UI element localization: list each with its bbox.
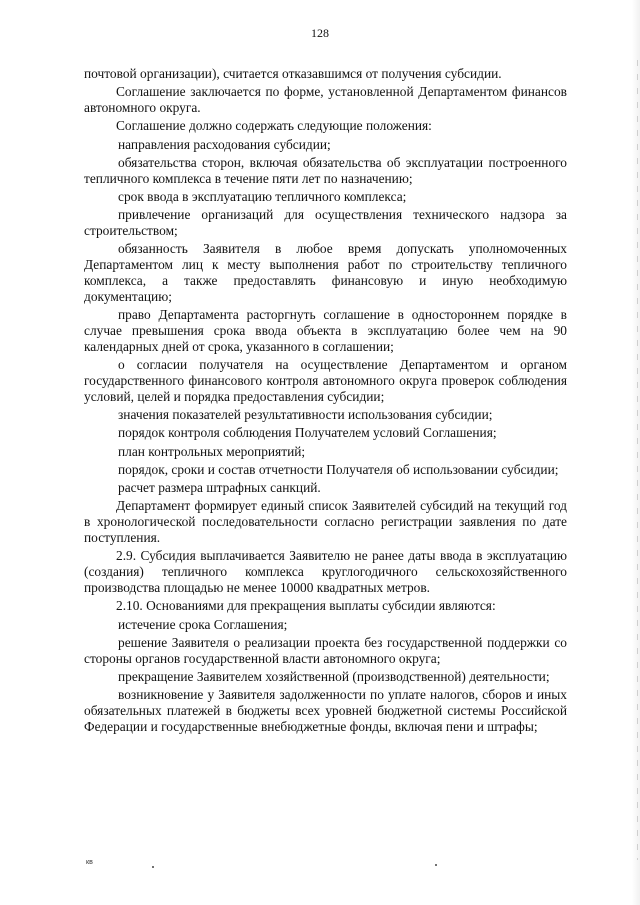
list-item: право Департамента расторгнуть соглашение в одностороннем порядке в случае превышения срока ввода объекта в эксплуатацию более чем на 90 календарных дней от срока, указанного в соглашении; [84, 307, 567, 354]
page-number: 128 [311, 26, 329, 40]
list-item: о согласии получателя на осуществление Департаментом и органом государственного финансового контроля автономного округа проверок соблюдения условий, целей и порядка предоставления субсидии; [84, 357, 567, 404]
list-item: план контрольных мероприятий; [118, 443, 306, 459]
paragraph: Соглашение должно содержать следующие положения: [116, 118, 432, 134]
list-item: привлечение организаций для осуществления технического надзора за строительством; [84, 207, 567, 239]
list-item: расчет размера штрафных санкций. [118, 480, 321, 496]
list-item: порядок, сроки и состав отчетности Получателя об использовании субсидии; [118, 461, 559, 477]
list-item: решение Заявителя о реализации проекта без государственной поддержки со стороны органов государственной власти автономного округа; [84, 634, 567, 666]
list-item: значения показателей результативности использования субсидии; [118, 406, 493, 422]
paragraph: почтовой организации), считается отказавшимся от получения субсидии. [84, 66, 502, 81]
list-item: возникновение у Заявителя задолженности по уплате налогов, сборов и иных обязательных платежей в бюджеты всех уровней бюджетной системы Российской Федерации и государственные внебюджетные фонды, включая пени и штрафы; [84, 687, 567, 734]
paragraph: 2.10. Основаниями для прекращения выплаты субсидии являются: [116, 598, 496, 614]
list-item: порядок контроля соблюдения Получателем условий Соглашения; [118, 425, 497, 441]
scan-edge [632, 0, 640, 905]
document-body [84, 66, 567, 737]
footer-mark: кв [86, 859, 93, 866]
scan-speck [152, 866, 154, 868]
scan-speck [435, 864, 437, 866]
paragraph: Соглашение заключается по форме, установленной Департаментом финансов автономного округа. [84, 84, 567, 116]
list-item: направления расходования субсидии; [118, 136, 331, 152]
list-item: истечение срока Соглашения; [118, 616, 288, 632]
paragraph: Департамент формирует единый список Заявителей субсидий на текущий год в хронологической последовательности согласно регистрации заявления по дате поступления. [84, 498, 567, 546]
list-item: обязательства сторон, включая обязательства об эксплуатации построенного тепличного комплекса в течение пяти лет по назначению; [84, 154, 567, 186]
list-item: срок ввода в эксплуатацию тепличного комплекса; [118, 189, 407, 205]
list-item: обязанность Заявителя в любое время допускать уполномоченных Департаментом лиц к месту выполнения работ по строительству тепличного комплекса, а также предоставлять финансовую и иную необходимую документацию; [84, 241, 567, 304]
paragraph: 2.9. Субсидия выплачивается Заявителю не ранее даты ввода в эксплуатацию (создания) тепличного комплекса круглогодичного сельскохозяйственного производства площадью не менее 10000 квадратных метров. [84, 548, 567, 595]
list-item: прекращение Заявителем хозяйственной (производственной) деятельности; [118, 668, 550, 684]
